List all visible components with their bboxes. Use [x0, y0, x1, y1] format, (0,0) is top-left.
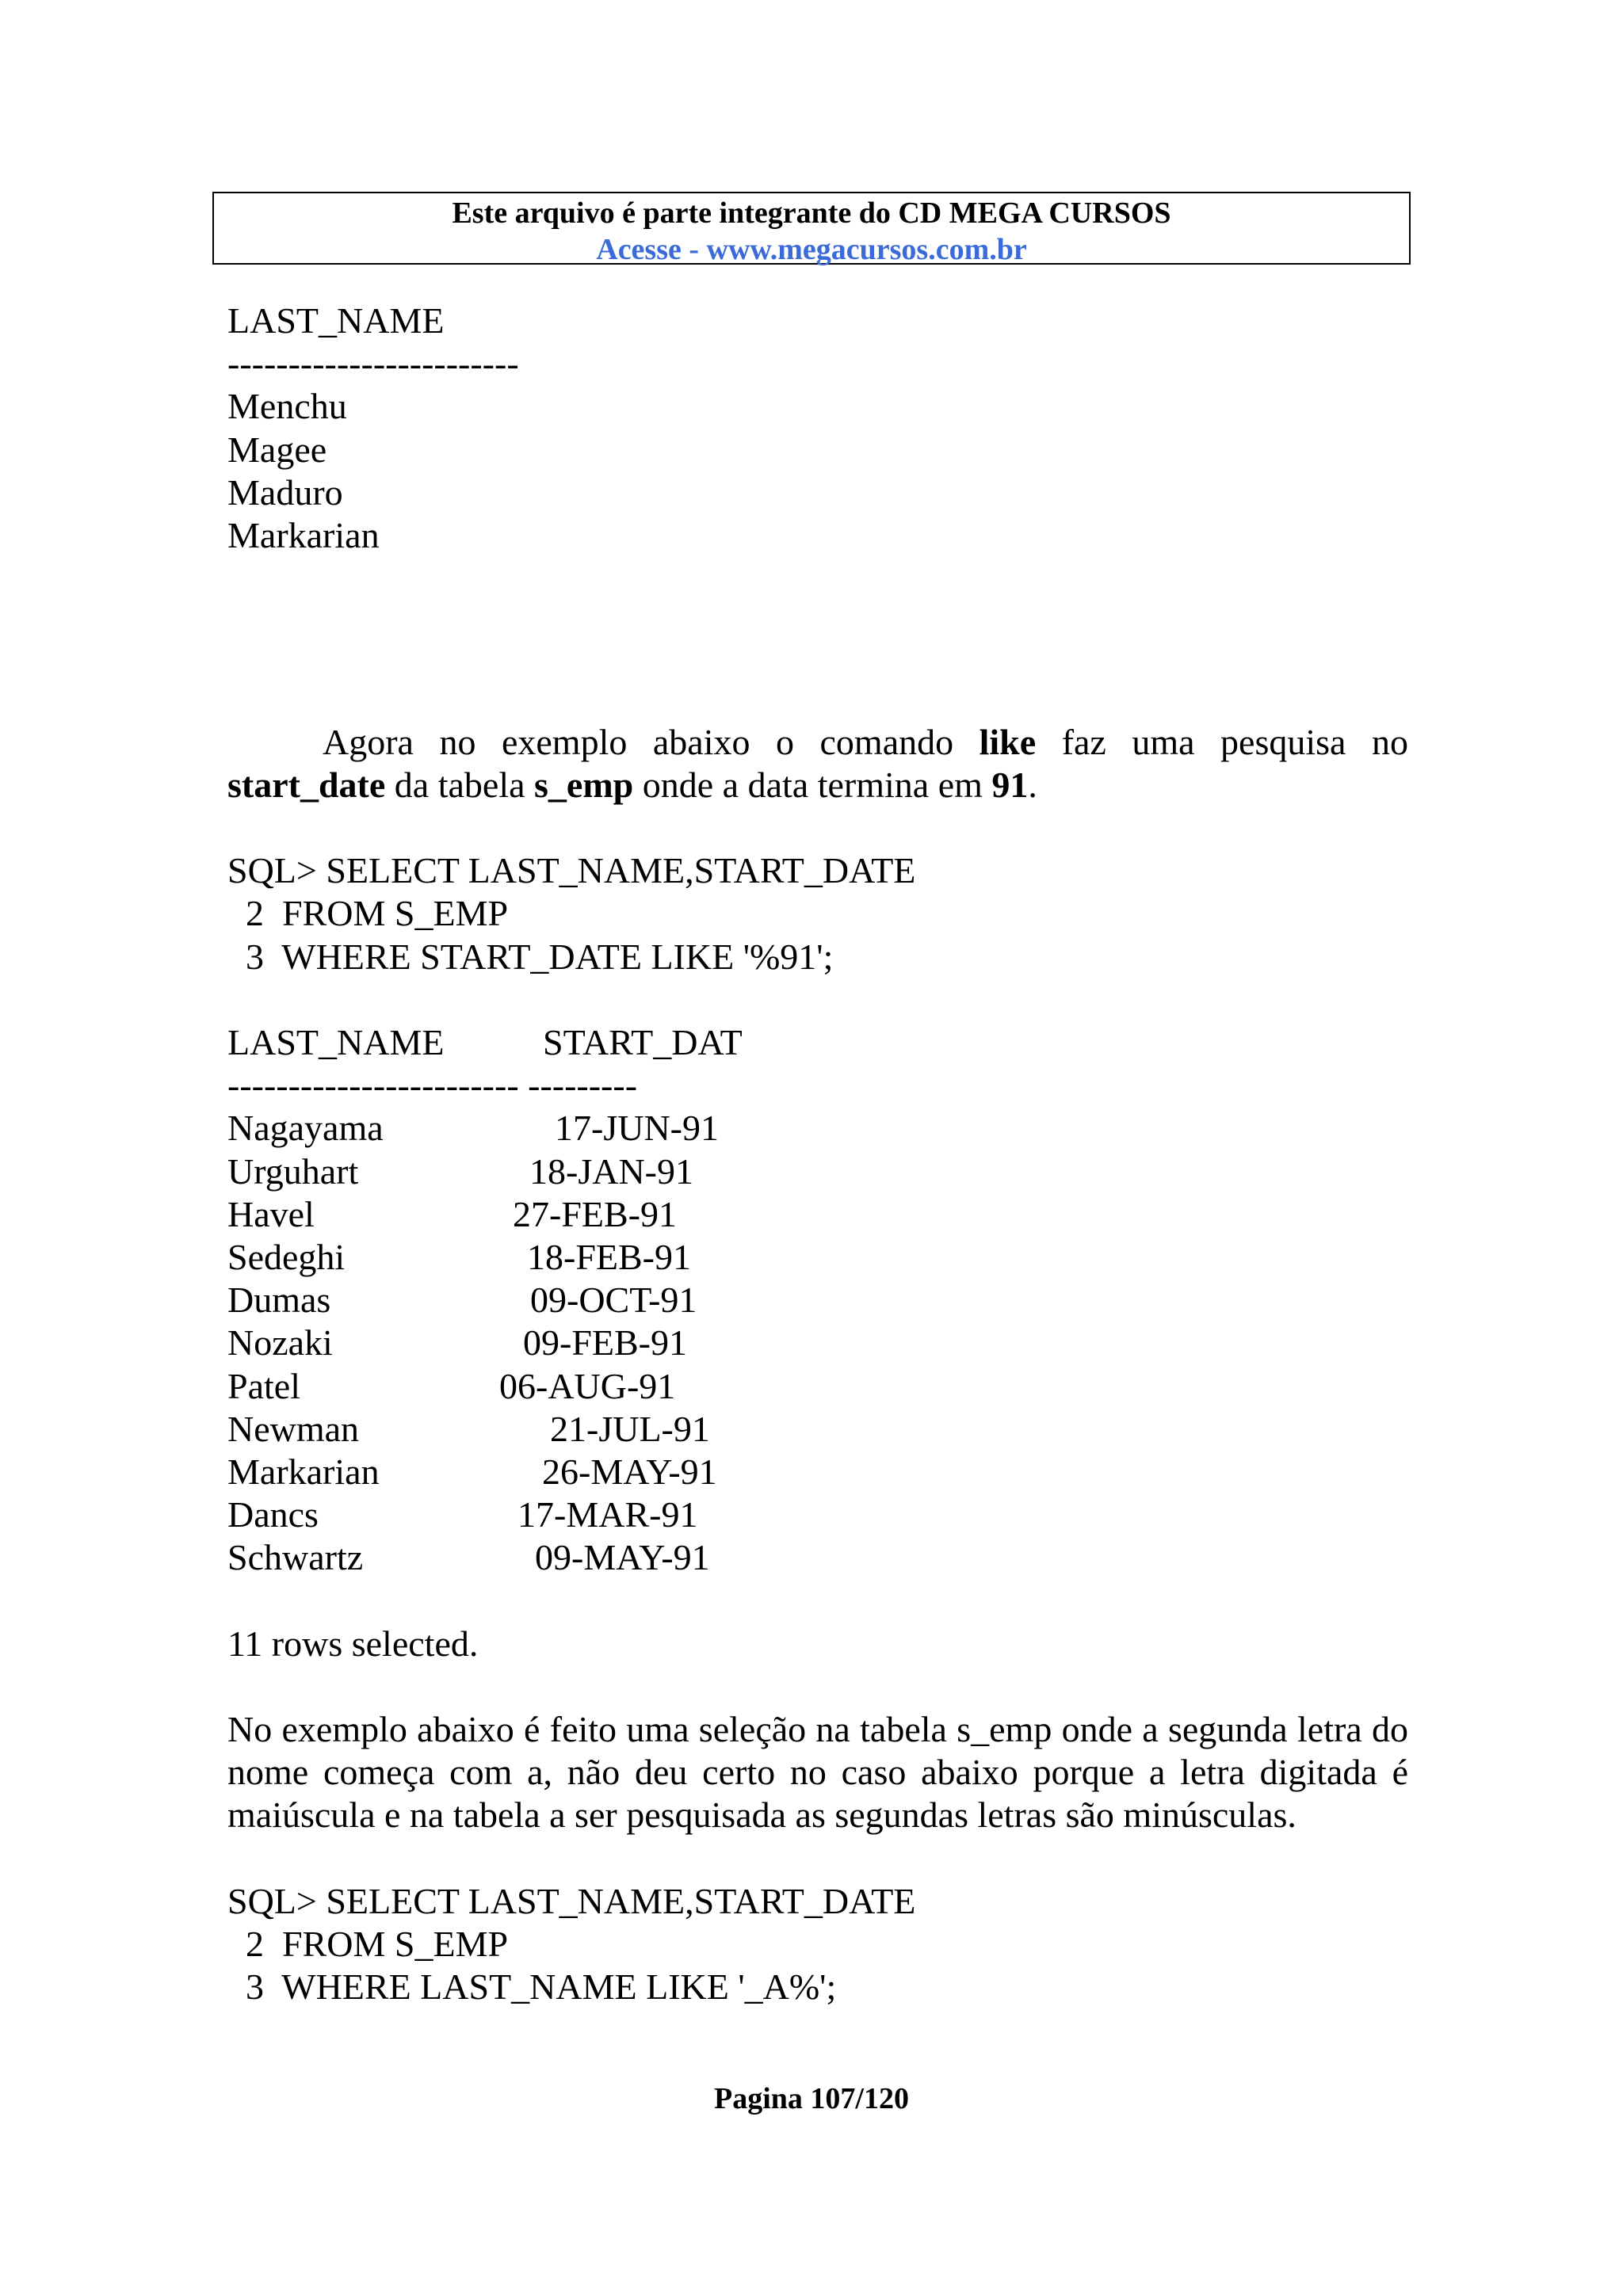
sql-query-line: 2 FROM S_EMP	[227, 1924, 509, 1965]
header-link[interactable]: Acesse - www.megacursos.com.br	[596, 233, 1027, 266]
row-name: Sedeghi	[227, 1236, 346, 1277]
sql-query-line: 2 FROM S_EMP	[227, 893, 509, 934]
column-header-last-name: LAST_NAME	[227, 1022, 445, 1063]
rows-selected-summary: 11 rows selected.	[227, 1623, 479, 1664]
row-date: 17-JUN-91	[555, 1108, 719, 1149]
row-date: 06-AUG-91	[499, 1365, 676, 1406]
row-date: 26-MAY-91	[542, 1451, 717, 1492]
list-item: Markarian	[227, 514, 380, 555]
header-banner	[212, 192, 1411, 265]
sql-query-line: SQL> SELECT LAST_NAME,START_DATE	[227, 850, 916, 891]
row-name: Patel	[227, 1365, 300, 1406]
header-title: Este arquivo é parte integrante do CD MEGA CURSOS	[452, 196, 1171, 230]
column-rule: ------------------------	[227, 343, 519, 384]
row-name: Nagayama	[227, 1108, 384, 1149]
table-rule: ------------------------ ---------	[227, 1065, 638, 1106]
table-row	[227, 1493, 1408, 1536]
list-item: Maduro	[227, 471, 343, 513]
table-row	[227, 1322, 1408, 1364]
table-row	[227, 1451, 1408, 1493]
row-name: Havel	[227, 1193, 315, 1234]
paragraph-second-letter-explanation: No exemplo abaixo é feito uma seleção na tabela s_emp onde a segunda letra do nome começa com a, não deu certo no caso abaixo porque a letra digitada é maiúscula e na tabela a ser pesquisada as segundas letras são minúsculas.	[227, 1709, 1408, 1836]
row-name: Dancs	[227, 1494, 319, 1535]
table-row	[227, 1408, 1408, 1451]
row-date: 27-FEB-91	[513, 1193, 677, 1234]
row-date: 09-MAY-91	[535, 1537, 710, 1578]
row-name: Nozaki	[227, 1322, 333, 1363]
row-date: 18-FEB-91	[527, 1236, 691, 1277]
page-number: Pagina 107/120	[714, 2082, 909, 2115]
row-name: Markarian	[227, 1451, 380, 1492]
table-row	[227, 1236, 1408, 1279]
list-item: Magee	[227, 429, 327, 470]
row-date: 18-JAN-91	[529, 1150, 693, 1192]
row-name: Dumas	[227, 1280, 331, 1321]
table-row	[227, 1193, 1408, 1236]
table-row	[227, 1365, 1408, 1408]
sql-query-line: 3 WHERE LAST_NAME LIKE '_A%';	[227, 1966, 837, 2008]
table-row	[227, 1107, 1408, 1150]
table-header-row	[227, 1021, 743, 1064]
row-name: Newman	[227, 1408, 360, 1449]
sql-query-line: SQL> SELECT LAST_NAME,START_DATE	[227, 1880, 916, 1921]
column-heading: LAST_NAME	[227, 300, 445, 341]
row-name: Schwartz	[227, 1537, 364, 1578]
row-date: 09-FEB-91	[523, 1322, 687, 1363]
row-name: Urguhart	[227, 1150, 359, 1192]
table-row	[227, 1536, 1408, 1579]
sql-query-line: 3 WHERE START_DATE LIKE '%91';	[227, 936, 834, 977]
row-date: 17-MAR-91	[517, 1494, 698, 1535]
table-row	[227, 1150, 1408, 1193]
row-date: 09-OCT-91	[530, 1280, 697, 1321]
column-header-start-date: START_DAT	[543, 1022, 743, 1063]
paragraph-like-explanation: Agora no exemplo abaixo o comando like faz uma pesquisa no start_date da tabela s_emp onde a data termina em 91.	[227, 721, 1408, 805]
table-row	[227, 1279, 1408, 1322]
page-content	[227, 299, 1408, 2008]
results-table	[227, 1021, 743, 1064]
list-item: Menchu	[227, 386, 347, 427]
row-date: 21-JUL-91	[550, 1408, 710, 1449]
